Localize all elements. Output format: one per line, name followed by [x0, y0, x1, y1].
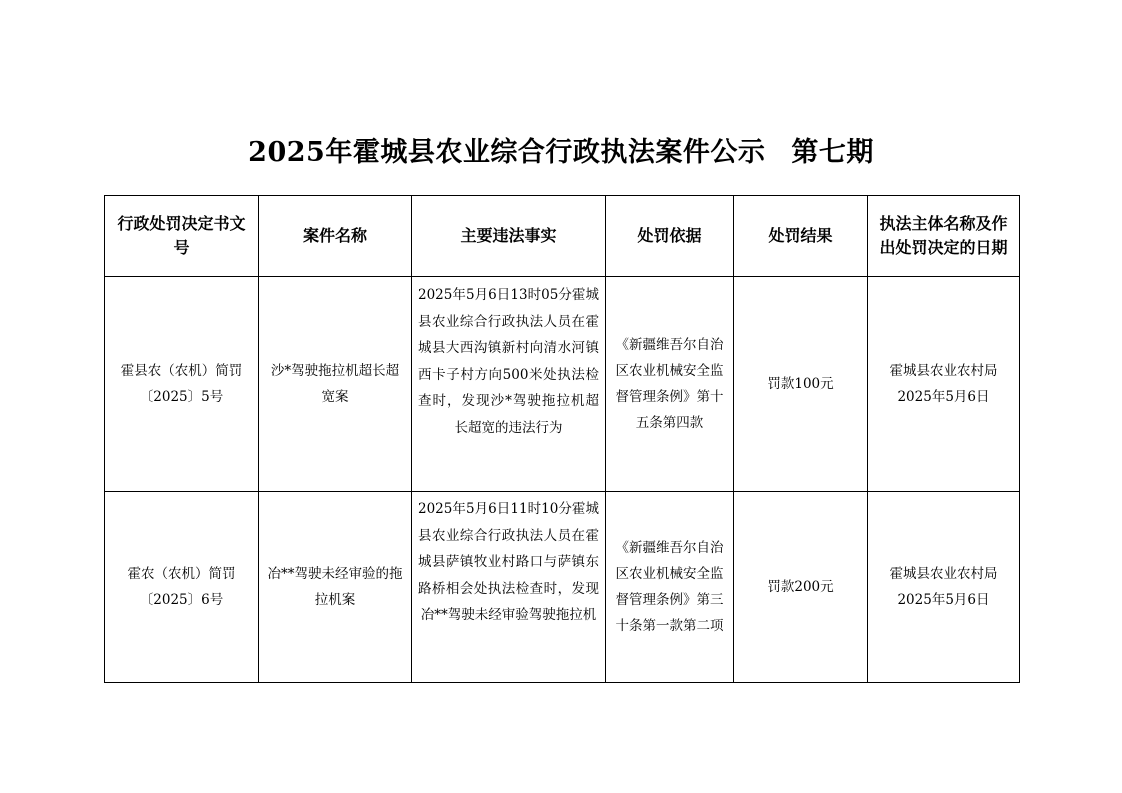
header-authority-date: 执法主体名称及作出处罚决定的日期: [868, 196, 1020, 277]
authority-date-cell: [868, 492, 1020, 683]
page-title: [0, 130, 1122, 169]
header-result: 处罚结果: [734, 196, 868, 277]
result-cell: 罚款100元: [734, 277, 868, 492]
result-cell: 罚款200元: [734, 492, 868, 683]
facts-cell: [412, 492, 606, 683]
authority-name: 霍城县农业农村局: [889, 363, 998, 379]
table-header-row: [105, 196, 1020, 277]
case-name-cell: 沙*驾驶拖拉机超长超宽案: [259, 277, 412, 492]
authority-date-cell: [868, 277, 1020, 492]
decision-date: 2025年5月6日: [897, 389, 990, 405]
authority-name: 霍城县农业农村局: [889, 566, 998, 582]
case-table: [104, 195, 1020, 683]
doc-no-cell: 霍县农（农机）简罚〔2025〕5号: [105, 277, 259, 492]
table-row: [105, 492, 1020, 683]
facts-text: 2025年5月6日11时10分霍城县农业综合行政执法人员在霍城县萨镇牧业村路口与萨镇东路桥相会处执法检查时，发现冶**驾驶未经审验驾驶拖拉机: [418, 501, 599, 623]
facts-cell: [412, 277, 606, 492]
table-row: [105, 277, 1020, 492]
doc-no-cell: 霍农（农机）简罚〔2025〕6号: [105, 492, 259, 683]
title-main: 2025年霍城县农业综合行政执法案件公示: [248, 137, 766, 168]
facts-text: 2025年5月6日13时05分霍城县农业综合行政执法人员在霍城县大西沟镇新村向清水河镇西卡子村方向500米处执法检查时，发现沙*驾驶拖拉机超长超宽的违法行为: [418, 287, 599, 436]
case-name-cell: 冶**驾驶未经审验的拖拉机案: [259, 492, 412, 683]
header-basis: 处罚依据: [606, 196, 734, 277]
decision-date: 2025年5月6日: [897, 592, 990, 608]
basis-cell: 《新疆维吾尔自治区农业机械安全监督管理条例》第三十条第一款第二项: [606, 492, 734, 683]
header-doc-no: 行政处罚决定书文号: [105, 196, 259, 277]
basis-cell: 《新疆维吾尔自治区农业机械安全监督管理条例》第十五条第四款: [606, 277, 734, 492]
header-facts: 主要违法事实: [412, 196, 606, 277]
header-case-name: 案件名称: [259, 196, 412, 277]
title-issue: 第七期: [791, 137, 874, 168]
